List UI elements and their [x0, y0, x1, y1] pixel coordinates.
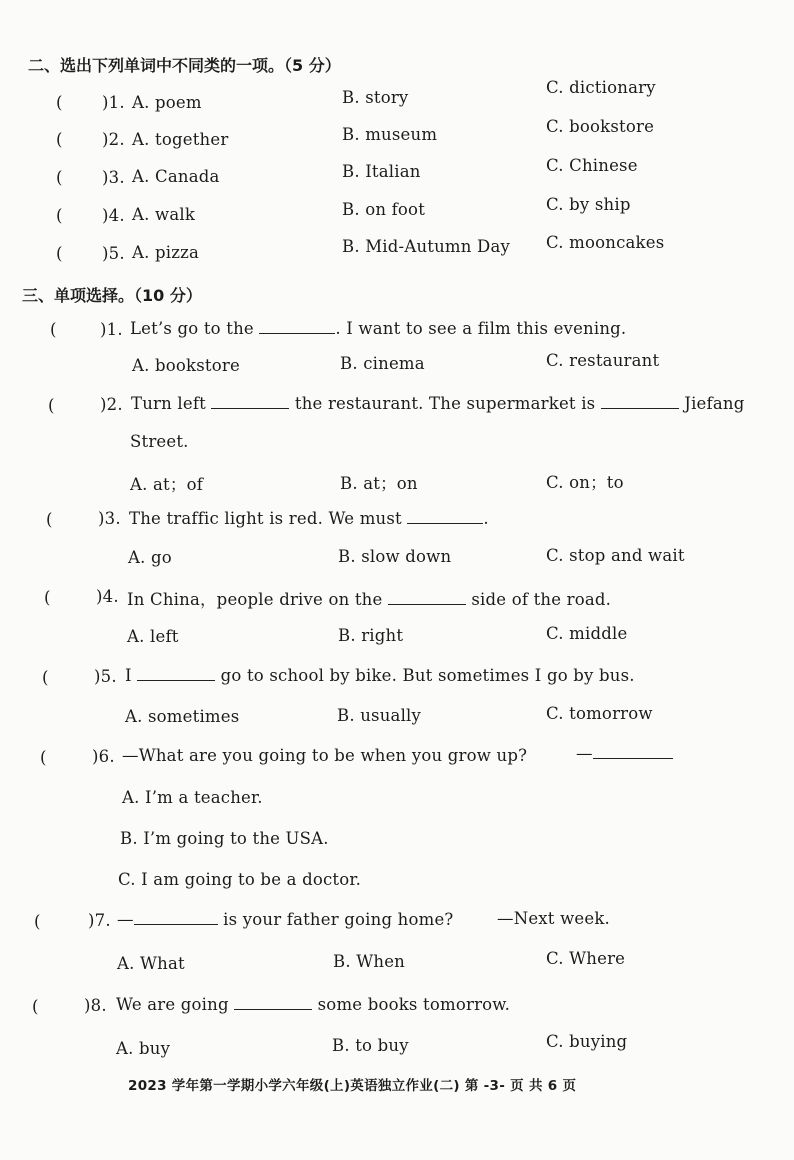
item-number: )2.	[102, 130, 125, 149]
answer-paren: (	[50, 320, 57, 339]
option-a: A. together	[132, 130, 229, 149]
option-b: B. When	[333, 952, 405, 971]
answer-paren: (	[44, 588, 51, 607]
answer-paren: (	[56, 93, 63, 112]
item-number: )4.	[102, 206, 125, 225]
question-text: — is your father going home?	[117, 910, 454, 929]
option-b: B. slow down	[338, 547, 452, 566]
question-text: Let’s go to the . I want to see a film this evening.	[130, 319, 627, 338]
question-text: In China，people drive on the side of the road.	[127, 590, 612, 609]
option-a: A. left	[127, 627, 179, 646]
option-a: A. bookstore	[132, 356, 240, 375]
question-number: )2.	[100, 395, 123, 414]
answer-paren: (	[56, 130, 63, 149]
reply-text: —Next week.	[497, 909, 610, 928]
option-b: B. right	[338, 626, 404, 645]
option-b: B. Italian	[342, 162, 421, 181]
option-b: B. at；on	[340, 474, 418, 493]
option-a: A. Canada	[132, 167, 220, 186]
option-a: A. buy	[116, 1039, 171, 1058]
option-c: C. middle	[546, 624, 628, 643]
option-c: C. tomorrow	[546, 704, 653, 723]
option-c: C. buying	[546, 1032, 628, 1051]
option-a: A. What	[117, 954, 185, 973]
option-b: B. Mid-Autumn Day	[342, 237, 511, 256]
answer-blank[interactable]	[601, 394, 679, 409]
question-number: )1.	[100, 320, 123, 339]
option-b: B. I’m going to the USA.	[120, 829, 329, 848]
item-number: )5.	[102, 244, 125, 263]
question-text: I go to school by bike. But sometimes I go by bus.	[125, 666, 635, 685]
answer-blank[interactable]	[137, 666, 215, 681]
option-c: C. on；to	[546, 473, 624, 492]
page-footer: 2023 学年第一学期小学六年级(上)英语独立作业(二) 第 -3- 页 共 6 页	[128, 1078, 577, 1094]
option-a: A. walk	[132, 205, 196, 224]
option-a: A. at；of	[130, 475, 204, 494]
answer-paren: (	[40, 748, 47, 767]
question-number: )3.	[98, 509, 121, 528]
option-c: C. I am going to be a doctor.	[118, 870, 362, 889]
section-3-title: 三、单项选择。（10 分）	[22, 286, 202, 305]
option-a: A. go	[128, 548, 172, 567]
item-number: )1.	[102, 93, 125, 112]
question-text: The traffic light is red. We must .	[129, 509, 489, 528]
option-b: B. museum	[342, 125, 438, 144]
question-number: )8.	[84, 996, 107, 1015]
section-2-title: 二、选出下列单词中不同类的一项。（5 分）	[28, 56, 341, 75]
option-b: B. story	[342, 88, 409, 107]
answer-paren: (	[56, 244, 63, 263]
option-c: C. bookstore	[546, 117, 655, 136]
question-text-line2: Street.	[130, 432, 189, 451]
answer-paren: (	[46, 510, 53, 529]
answer-paren: (	[48, 396, 55, 415]
question-text: —What are you going to be when you grow up?	[122, 746, 528, 765]
answer-paren: (	[42, 668, 49, 687]
answer-blank[interactable]	[593, 744, 673, 759]
option-c: C. by ship	[546, 195, 631, 214]
option-c: C. mooncakes	[546, 233, 665, 252]
option-b: B. cinema	[340, 354, 425, 373]
option-a: A. I’m a teacher.	[122, 788, 263, 807]
option-c: C. Chinese	[546, 156, 638, 175]
question-number: )7.	[88, 911, 111, 930]
option-c: C. dictionary	[546, 78, 656, 97]
option-c: C. Where	[546, 949, 626, 968]
option-a: A. poem	[132, 93, 202, 112]
option-b: B. usually	[337, 706, 422, 725]
answer-blank[interactable]	[407, 509, 483, 524]
answer-paren: (	[34, 912, 41, 931]
question-text: We are going some books tomorrow.	[116, 995, 511, 1014]
option-b: B. on foot	[342, 200, 426, 219]
item-number: )3.	[102, 168, 125, 187]
reply-line: —	[576, 744, 673, 763]
option-a: A. pizza	[132, 243, 200, 262]
answer-blank[interactable]	[234, 995, 312, 1010]
answer-paren: (	[56, 168, 63, 187]
question-number: )5.	[94, 667, 117, 686]
answer-blank[interactable]	[388, 590, 466, 605]
option-a: A. sometimes	[125, 707, 240, 726]
answer-blank[interactable]	[259, 319, 335, 334]
question-number: )6.	[92, 747, 115, 766]
option-b: B. to buy	[332, 1036, 409, 1055]
answer-blank[interactable]	[211, 394, 289, 409]
option-c: C. stop and wait	[546, 546, 685, 565]
answer-paren: (	[32, 997, 39, 1016]
answer-paren: (	[56, 206, 63, 225]
answer-blank[interactable]	[134, 910, 218, 925]
question-text: Turn left the restaurant. The supermarket is Jiefang	[131, 394, 745, 413]
option-c: C. restaurant	[546, 351, 660, 370]
question-number: )4.	[96, 587, 119, 606]
